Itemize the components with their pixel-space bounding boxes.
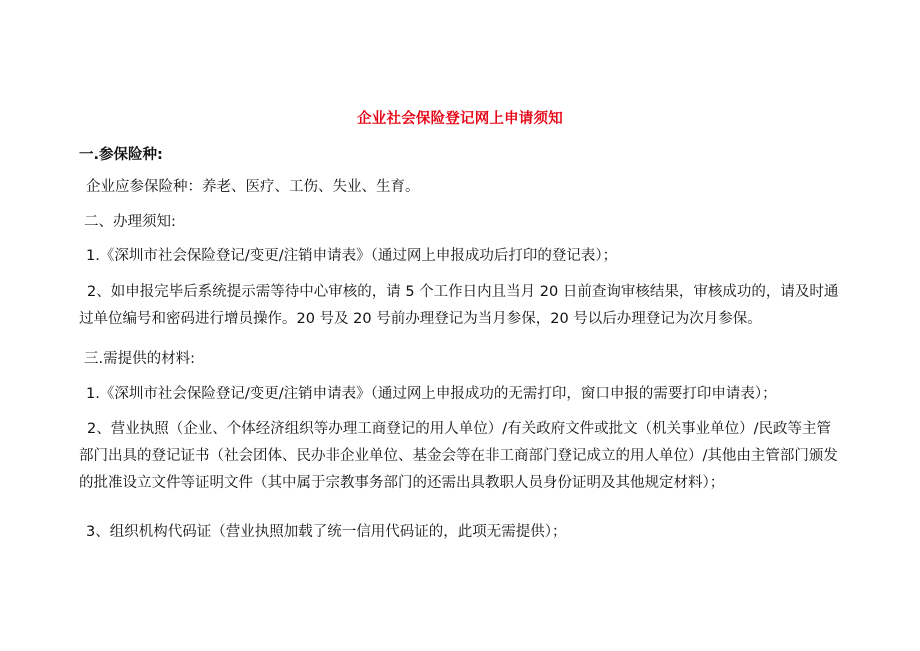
section1-heading: 一.参保险种: xyxy=(79,147,163,163)
section1-text: 企业应参保险种：养老、医疗、工伤、失业、生育。 xyxy=(86,179,420,195)
section2-item-1: 1.《深圳市社会保险登记/变更/注销申请表》（通过网上申报成功后打印的登记表）； xyxy=(86,248,618,264)
section3-item-2: 2、营业执照（企业、个体经济组织等办理工商登记的用人单位）/有关政府文件或批文（机关事业单位）/民政等主管部门出具的登记证书（社会团体、民办非企业单位、基金会等在非工商部门登记成立的用人单位）/其他由主管部门颁发的批准设立文件等证明文件（其中属于宗教事务部门的还需出具教职人员身份证明及其他规定材料）； xyxy=(79,421,838,491)
section2-heading: 二、办理须知: xyxy=(84,214,176,230)
section2-item-2: 2、如申报完毕后系统提示需等待中心审核的，请 5 个工作日内且当月 20 日前查询审核结果，审核成功的，请及时通过单位编号和密码进行增员操作。20 号及 20 号前办理登记为当月参保，20 号以后办理登记为次月参保。 xyxy=(79,284,839,327)
section3-item-3: 3、组织机构代码证（营业执照加载了统一信用代码证的，此项无需提供）； xyxy=(86,524,567,540)
document-title: 企业社会保险登记网上申请须知 xyxy=(357,111,563,127)
section3-item-1: 1.《深圳市社会保险登记/变更/注销申请表》（通过网上申报成功的无需打印，窗口申报的需要打印申请表）； xyxy=(86,386,777,402)
section3-heading: 三.需提供的材料: xyxy=(84,351,195,367)
